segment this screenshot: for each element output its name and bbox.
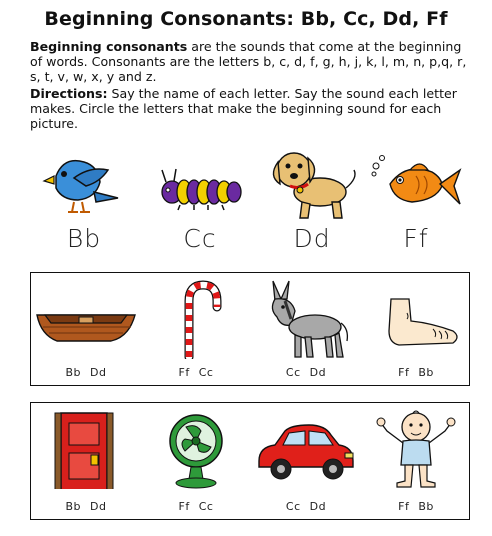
letter-choices [31, 500, 141, 513]
letter-choices [361, 500, 471, 513]
practice-item [141, 403, 251, 519]
letter-choices [251, 500, 361, 513]
choice-option[interactable]: Dd [90, 366, 107, 379]
example-letters: Bb [66, 224, 102, 253]
choice-option[interactable]: Bb [65, 366, 82, 379]
choice-option[interactable]: Bb [418, 366, 434, 379]
boat-icon [31, 279, 141, 359]
bird-icon [34, 148, 134, 220]
directions-paragraph [30, 86, 470, 131]
choice-option[interactable]: Ff [398, 500, 410, 513]
choice-option[interactable]: Ff [178, 500, 190, 513]
fish-icon [366, 148, 466, 220]
practice-item [361, 403, 471, 519]
foot-icon [361, 279, 471, 359]
choice-option[interactable]: Bb [65, 500, 82, 513]
practice-item [31, 403, 141, 519]
dog-icon [262, 148, 362, 220]
practice-item [251, 403, 361, 519]
choice-option[interactable]: Cc [285, 500, 301, 513]
baby-icon [361, 409, 471, 489]
choice-option[interactable]: Cc [198, 366, 214, 379]
practice-row-2 [30, 402, 470, 520]
letter-choices [141, 500, 251, 513]
practice-item [31, 273, 141, 385]
letter-choices [31, 366, 141, 379]
example-letters: Ff [403, 224, 429, 253]
example-dd [262, 148, 362, 260]
letter-choices [361, 366, 471, 379]
practice-item [251, 273, 361, 385]
choice-option[interactable]: Bb [418, 500, 434, 513]
intro-text: are the sounds that come at the beginning of words. Consonants are the letters b, c, d, f, g, h, j, k, l, m, n, p,q, r, s, t, v, w, x, y and z. [30, 39, 467, 84]
example-letters: Dd [293, 224, 331, 253]
example-letters: Cc [183, 224, 217, 253]
donkey-icon [251, 279, 361, 359]
door-icon [31, 409, 141, 489]
choice-option[interactable]: Ff [398, 366, 410, 379]
choice-option[interactable]: Dd [90, 500, 107, 513]
example-cc [150, 148, 250, 260]
example-bb [34, 148, 134, 260]
intro-paragraph [30, 39, 470, 84]
candy-cane-icon [141, 279, 251, 359]
choice-option[interactable]: Dd [309, 500, 327, 513]
practice-item [141, 273, 251, 385]
choice-option[interactable]: Cc [285, 366, 301, 379]
choice-option[interactable]: Ff [178, 366, 190, 379]
directions-text: Say the name of each letter. Say the sound each letter makes. Circle the letters that make the beginning sound for each picture. [30, 86, 457, 131]
car-icon [251, 409, 361, 489]
letter-choices [141, 366, 251, 379]
letter-choices [251, 366, 361, 379]
page-title: Beginning Consonants: Bb, Cc, Dd, Ff [44, 8, 448, 30]
choice-option[interactable]: Cc [198, 500, 214, 513]
directions-bold: Directions: [30, 86, 108, 101]
caterpillar-icon [150, 148, 250, 220]
practice-row-1 [30, 272, 470, 386]
choice-option[interactable]: Dd [309, 366, 327, 379]
intro-bold: Beginning consonants [30, 39, 188, 54]
example-ff [366, 148, 466, 260]
fan-icon [141, 409, 251, 489]
practice-item [361, 273, 471, 385]
